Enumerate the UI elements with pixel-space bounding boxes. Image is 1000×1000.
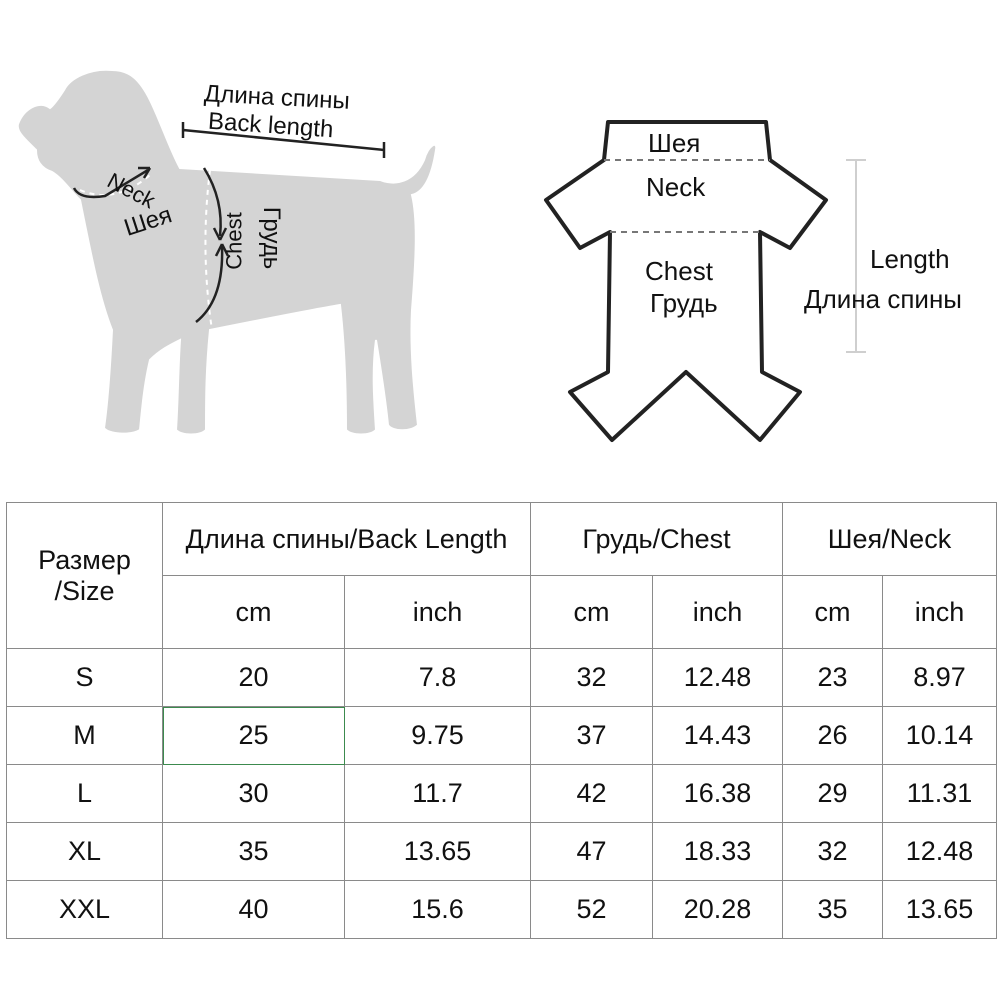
size-header-line2: /Size bbox=[54, 575, 115, 606]
garment-length-ru-label: Длина спины bbox=[804, 284, 962, 314]
table-cell: 8.97 bbox=[883, 649, 997, 707]
table-cell: 26 bbox=[783, 707, 883, 765]
table-cell: 16.38 bbox=[653, 765, 783, 823]
table-cell: 32 bbox=[531, 649, 653, 707]
table-cell: 42 bbox=[531, 765, 653, 823]
table-cell: 20.28 bbox=[653, 881, 783, 939]
table-cell: 47 bbox=[531, 823, 653, 881]
size-header-line1: Размер bbox=[38, 544, 131, 575]
table-cell: 10.14 bbox=[883, 707, 997, 765]
table-cell: 25 bbox=[163, 707, 345, 765]
garment-neck-en-label: Neck bbox=[646, 172, 706, 202]
dog-chest-en-label: Chest bbox=[221, 212, 247, 270]
size-cell: XXL bbox=[7, 881, 163, 939]
dog-neck-en-label: Neck bbox=[103, 167, 160, 214]
size-cell: XL bbox=[7, 823, 163, 881]
unit-header-cell: inch bbox=[883, 576, 997, 649]
table-cell: 20 bbox=[163, 649, 345, 707]
garment-outline bbox=[0, 0, 1000, 480]
measurement-diagram bbox=[0, 0, 1000, 490]
group-header-row bbox=[7, 503, 997, 576]
back-length-header: Длина спины/Back Length bbox=[163, 503, 531, 576]
table-cell: 35 bbox=[783, 881, 883, 939]
garment-chest-ru-label: Грудь bbox=[650, 288, 718, 318]
table-cell: 30 bbox=[163, 765, 345, 823]
dog-neck-ru-label: Шея bbox=[120, 201, 176, 242]
table-row bbox=[7, 765, 997, 823]
table-cell: 37 bbox=[531, 707, 653, 765]
table-cell: 40 bbox=[163, 881, 345, 939]
dog-chest-ru-label: Грудь bbox=[258, 206, 286, 270]
table-row bbox=[7, 649, 997, 707]
table-cell: 14.43 bbox=[653, 707, 783, 765]
table-cell: 11.31 bbox=[883, 765, 997, 823]
table-cell: 13.65 bbox=[345, 823, 531, 881]
table-cell: 12.48 bbox=[883, 823, 997, 881]
table-cell: 7.8 bbox=[345, 649, 531, 707]
size-chart-table bbox=[6, 502, 997, 939]
table-cell: 23 bbox=[783, 649, 883, 707]
size-header-cell bbox=[7, 503, 163, 649]
size-cell: M bbox=[7, 707, 163, 765]
table-cell: 32 bbox=[783, 823, 883, 881]
table-cell: 15.6 bbox=[345, 881, 531, 939]
table-row bbox=[7, 823, 997, 881]
table-cell: 35 bbox=[163, 823, 345, 881]
size-cell: S bbox=[7, 649, 163, 707]
table-cell: 13.65 bbox=[883, 881, 997, 939]
unit-header-cell: inch bbox=[345, 576, 531, 649]
table-cell: 9.75 bbox=[345, 707, 531, 765]
table-cell: 52 bbox=[531, 881, 653, 939]
table-cell: 11.7 bbox=[345, 765, 531, 823]
table-row bbox=[7, 881, 997, 939]
unit-header-cell: inch bbox=[653, 576, 783, 649]
unit-header-cell: cm bbox=[163, 576, 345, 649]
dog-back-length-en-label: Back length bbox=[207, 107, 335, 144]
garment-length-en-label: Length bbox=[870, 244, 950, 274]
table-cell: 29 bbox=[783, 765, 883, 823]
table-row bbox=[7, 707, 997, 765]
unit-header-cell: cm bbox=[783, 576, 883, 649]
neck-header: Шея/Neck bbox=[783, 503, 997, 576]
garment-chest-en-label: Chest bbox=[645, 256, 713, 286]
garment-neck-ru-label: Шея bbox=[648, 128, 701, 158]
unit-header-cell: cm bbox=[531, 576, 653, 649]
chest-header: Грудь/Chest bbox=[531, 503, 783, 576]
table-cell: 12.48 bbox=[653, 649, 783, 707]
table-cell: 18.33 bbox=[653, 823, 783, 881]
size-cell: L bbox=[7, 765, 163, 823]
dog-back-length-ru-label: Длина спины bbox=[203, 80, 351, 115]
